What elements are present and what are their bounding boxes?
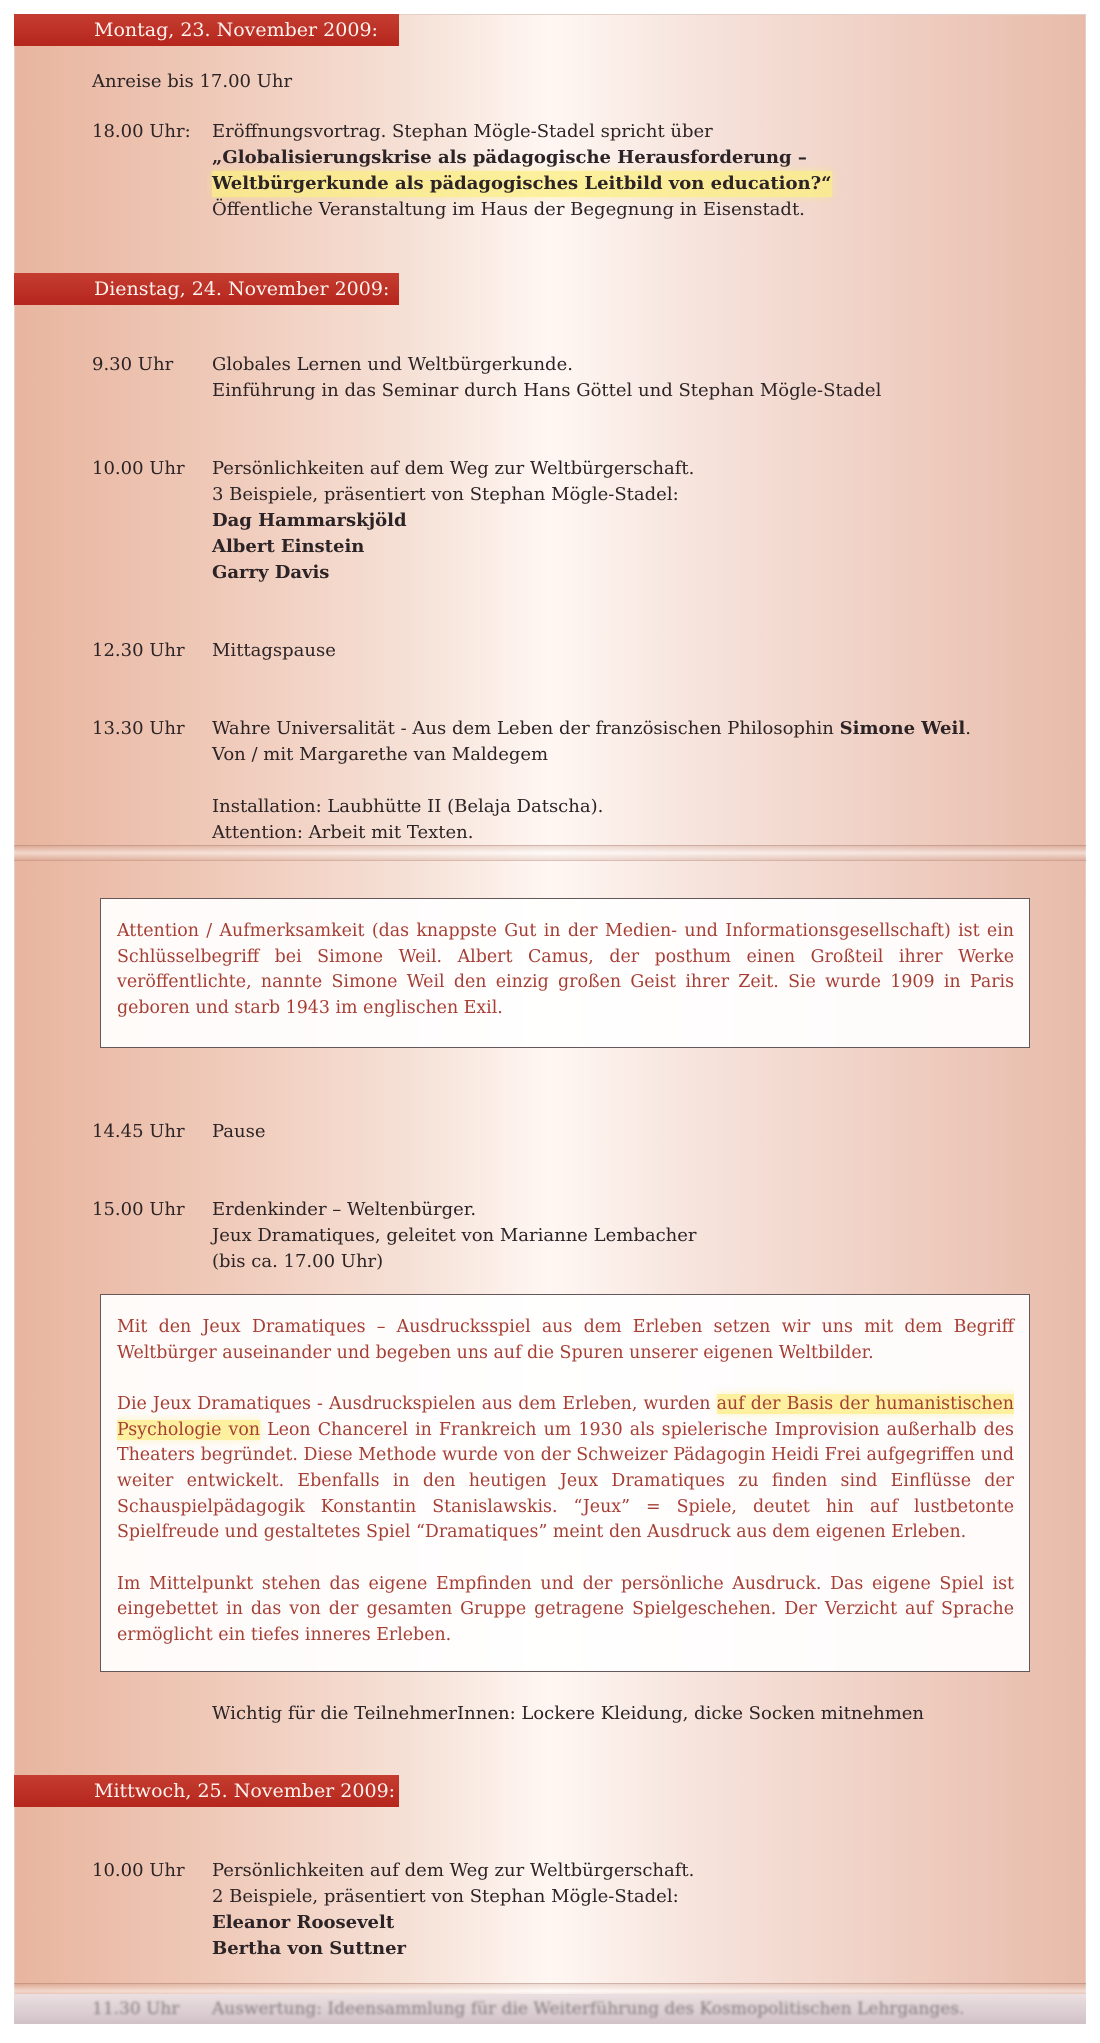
info-text: Leon Chancerel in Frankreich um 1930 als spielerische Improvision außerhalb des Theaters begründet. Diese Methode wurde von der Schweizer Pädagogin Heidi Frei aufgegriffen und weiter entwickelt. Ebenfalls in den heutigen Jeux Dramatiques zu finden sind Einflüsse der Schauspielpädagogik Konstantin Stanislawskis. “Jeux” = Spiele, deutet hin auf lustbetonte Spielfreude und gestaltetes Spiel “Dramatiques” meint den Ausdruck aus dem eigenen Erleben. xyxy=(117,1419,1014,1543)
wednesday-line-1: Persönlichkeiten auf dem Weg zur Weltbürgerschaft. xyxy=(212,1860,695,1881)
cut-off-text: Auswertung: Ideensammlung für die Weiterführung des Kosmopolitischen Lehrganges. xyxy=(212,1999,965,2019)
tuesday-0930-line-1: Globales Lernen und Weltbürgerkunde. xyxy=(212,354,573,375)
participant-note: Wichtig für die TeilnehmerInnen: Lockere Kleidung, dicke Socken mitnehmen xyxy=(212,1703,925,1724)
tuesday-time-1445: 14.45 Uhr xyxy=(92,1121,185,1142)
day-header-tuesday: Dienstag, 24. November 2009: xyxy=(14,273,399,305)
sentence-period: . xyxy=(965,718,971,739)
lunch-break: Mittagspause xyxy=(212,640,336,661)
person-name: Eleanor Roosevelt xyxy=(212,1912,395,1933)
tuesday-1330-title: Wahre Universalität - Aus dem Leben der französischen Philosophin xyxy=(212,718,840,739)
program-page xyxy=(14,14,1086,2024)
tuesday-1500-line-1: Erdenkinder – Weltenbürger. xyxy=(212,1199,477,1220)
tuesday-time-1330: 13.30 Uhr xyxy=(92,718,185,739)
paper-fold xyxy=(14,845,1086,861)
tuesday-1330-line-1 xyxy=(212,716,971,742)
info-paragraph xyxy=(117,1392,1014,1546)
info-paragraph: Im Mittelpunkt stehen das eigene Empfinden und der persönliche Ausdruck. Das eigene Spiel ist eingebettet in das von der gesamten Gruppe getragene Spielgeschehen. Der Verzicht auf Sprache ermöglicht ein tiefes inneres Erleben. xyxy=(117,1573,1014,1645)
tuesday-time-1230: 12.30 Uhr xyxy=(92,640,185,661)
monday-time: 18.00 Uhr: xyxy=(92,121,191,142)
tuesday-0930-line-2: Einführung in das Seminar durch Hans Göttel und Stephan Mögle-Stadel xyxy=(212,380,882,401)
tuesday-1000-line-1: Persönlichkeiten auf dem Weg zur Weltbürgerschaft. xyxy=(212,458,695,479)
installation-note: Installation: Laubhütte II (Belaja Datscha). xyxy=(212,796,604,817)
wednesday-line-2: 2 Beispiele, präsentiert von Stephan Mögle-Stadel: xyxy=(212,1886,679,1907)
simone-weil-info-box xyxy=(100,898,1030,1048)
tuesday-1500-line-2: Jeux Dramatiques, geleitet von Marianne Lembacher xyxy=(212,1225,697,1246)
day-header-monday: Montag, 23. November 2009: xyxy=(14,14,399,46)
jeux-dramatiques-info-box xyxy=(100,1294,1030,1672)
day-header-wednesday: Mittwoch, 25. November 2009: xyxy=(14,1775,399,1807)
info-text: Die Jeux Dramatiques - Ausdruckspielen aus dem Erleben, wurden xyxy=(117,1394,717,1415)
attention-note: Attention: Arbeit mit Texten. xyxy=(212,822,474,843)
tuesday-1500-line-3: (bis ca. 17.00 Uhr) xyxy=(212,1251,384,1272)
wednesday-time-1000: 10.00 Uhr xyxy=(92,1860,185,1881)
monday-location: Öffentliche Veranstaltung im Haus der Begegnung in Eisenstadt. xyxy=(212,199,805,220)
person-name: Dag Hammarskjöld xyxy=(212,510,407,531)
person-name: Albert Einstein xyxy=(212,536,365,557)
tuesday-time-1000: 10.00 Uhr xyxy=(92,458,185,479)
person-name: Bertha von Suttner xyxy=(212,1938,407,1959)
arrival-note: Anreise bis 17.00 Uhr xyxy=(92,71,293,92)
cut-off-time: 11.30 Uhr xyxy=(92,1999,180,2019)
tuesday-time-0930: 9.30 Uhr xyxy=(92,354,174,375)
tuesday-1330-line-2: Von / mit Margarethe van Maldegem xyxy=(212,744,549,765)
tuesday-1000-line-2: 3 Beispiele, präsentiert von Stephan Mögle-Stadel: xyxy=(212,484,679,505)
monday-line-1: Eröffnungsvortrag. Stephan Mögle-Stadel spricht über xyxy=(212,121,713,142)
pause: Pause xyxy=(212,1121,266,1142)
monday-lecture-title-1: „Globalisierungskrise als pädagogische Herausforderung – xyxy=(212,147,807,168)
person-name: Garry Davis xyxy=(212,562,330,583)
highlighted-info-text: auf der Basis der humanistischen Psychologie von xyxy=(117,1394,1014,1440)
tuesday-time-1500: 15.00 Uhr xyxy=(92,1199,185,1220)
info-paragraph: Attention / Aufmerksamkeit (das knappste Gut in der Medien- und Informationsgesellschaft) ist ein Schlüsselbegriff bei Simone Weil. Albert Camus, der posthum einen Großteil ihrer Werke veröffentlichte, nannte Simone Weil den einzig großen Geist ihrer Zeit. Sie wurde 1909 in Paris geboren und starb 1943 im englischen Exil. xyxy=(117,921,1014,1018)
info-paragraph: Mit den Jeux Dramatiques – Ausdrucksspiel aus dem Erleben setzen wir uns mit dem Begriff Weltbürger auseinander und begeben uns auf die Spuren unserer eigenen Weltbilder. xyxy=(117,1317,1014,1363)
monday-lecture-title-2: Weltbürgerkunde als pädagogisches Leitbild von education?“ xyxy=(212,171,832,197)
philosopher-name: Simone Weil xyxy=(839,718,966,739)
